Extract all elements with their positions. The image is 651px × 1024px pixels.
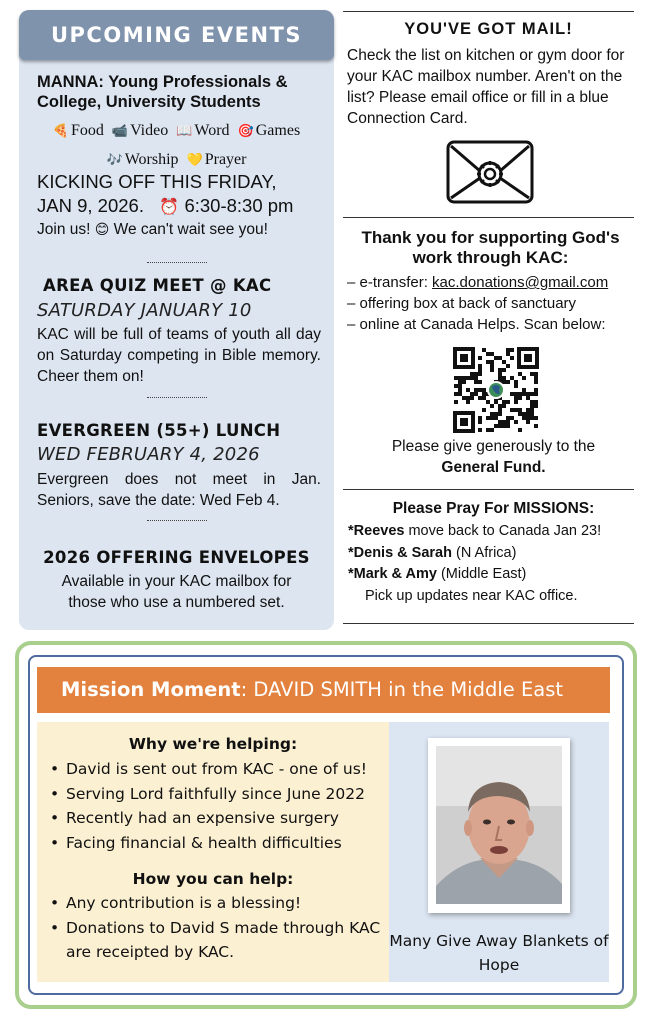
manna-time: 6:30-8:30 pm [184,195,294,216]
evergreen-date: WED FEBRUARY 4, 2026 [37,444,260,465]
list-item: • Recently had an expensive surgery [48,806,388,831]
list-item: • Any contribution is a blessing! [48,891,388,916]
divider [343,11,634,12]
divider [147,397,207,398]
manna-date: JAN 9, 2026. [37,195,144,216]
missions-item: *Reeves move back to Canada Jan 23! [348,523,602,539]
giving-note [343,436,644,478]
manna-kickoff [37,170,321,219]
how-list [48,891,388,965]
donation-email-link[interactable]: kac.donations@gmail.com [432,274,609,291]
target-icon: 🎯 [237,124,254,139]
pizza-icon: 🍕 [52,124,69,139]
activity-word: Word [194,122,230,139]
giving-offering-box: – offering box at back of sanctuary [347,295,577,312]
giving-title: Thank you for supporting God's work through KAC: [361,228,620,267]
activity-worship: Worship [124,151,179,168]
etransfer-label: – e-transfer: [347,274,428,291]
activity-video: Video [130,122,169,139]
manna-kickoff-datetime [37,194,321,219]
missionary-photo [436,746,562,904]
evergreen-title: EVERGREEN (55+) LUNCH [37,421,281,440]
qr-code[interactable] [453,347,539,433]
giving-note-text: Please give generously to the [391,438,596,455]
activity-games: Games [255,122,301,139]
manna-join-a: Join us! [37,221,91,238]
list-item: • Serving Lord faithfully since June 2022 [48,782,388,807]
divider [147,520,207,521]
divider [343,623,634,624]
giving-online: – online at Canada Helps. Scan below: [347,316,606,333]
banner-rest: : DAVID SMITH in the Middle East [240,678,564,701]
quiz-title: AREA QUIZ MEET @ KAC [43,276,272,295]
missionary-name: Denis & Sarah [353,544,452,561]
manna-activities [19,117,334,175]
smiley-icon: 😊 [94,222,110,238]
video-camera-icon: 📹 [111,124,129,139]
why-heading: Why we're helping: [128,735,298,753]
giving-etransfer [347,272,643,293]
heart-icon: 💛 [186,153,203,168]
envelopes-title: 2026 OFFERING ENVELOPES [43,548,310,567]
alarm-clock-icon: ⏰ [159,197,180,216]
mission-moment-banner [37,667,610,713]
divider [343,217,634,218]
list-item: • Donations to David S made through KAC are receipted by KAC. [48,916,388,965]
evergreen-body: Evergreen does not meet in Jan. Seniors, save the date: Wed Feb 4. [37,471,321,509]
mail-title: YOU'VE GOT MAIL! [404,20,573,38]
music-notes-icon: 🎶 [106,153,123,168]
missionary-name: Mark & Amy [353,566,437,582]
activity-prayer: Prayer [204,151,247,168]
missions-title: Please Pray For MISSIONS: [392,500,595,517]
manna-join [37,220,321,240]
missions-item: *Mark & Amy (Middle East) [348,566,527,582]
list-item: • David is sent out from KAC - one of us! [48,757,388,782]
missions-list [348,521,644,586]
missions-item: *Denis & Sarah (N Africa) [348,544,517,561]
quiz-body: KAC will be full of teams of youth all day on Saturday competing in Bible memory. Cheer them on! [37,326,321,385]
envelope-icon [446,140,534,204]
general-fund: General Fund. [441,459,546,476]
divider [343,489,634,490]
why-list [48,757,388,855]
quiz-date: SATURDAY JANUARY 10 [37,300,252,321]
missions-pickup: Pick up updates near KAC office. [365,588,578,604]
giving-options [347,272,643,335]
photo-caption: Many Give Away Blankets of Hope [389,932,609,974]
divider [147,262,207,263]
manna-join-b: We can't wait see you! [113,221,268,238]
missionary-name: Reeves [353,523,405,539]
list-item: • Facing financial & health difficulties [48,831,388,856]
mail-body: Check the list on kitchen or gym door for your KAC mailbox number. Aren't on the list? Please email office or fill in a blue Connection Card. [347,47,625,127]
envelopes-body: Available in your KAC mailbox for those who use a numbered set. [61,573,292,611]
manna-title: MANNA: Young Professionals & College, University Students [37,73,288,111]
missionary-photo-frame [428,738,570,913]
upcoming-events-header: UPCOMING EVENTS [19,10,334,60]
how-heading: How you can help: [132,870,294,888]
book-icon: 📖 [176,124,193,139]
upcoming-events-panel [19,10,334,630]
banner-bold: Mission Moment [61,678,241,701]
activity-food: Food [70,122,104,139]
manna-kickoff-line: KICKING OFF THIS FRIDAY, [37,171,277,192]
